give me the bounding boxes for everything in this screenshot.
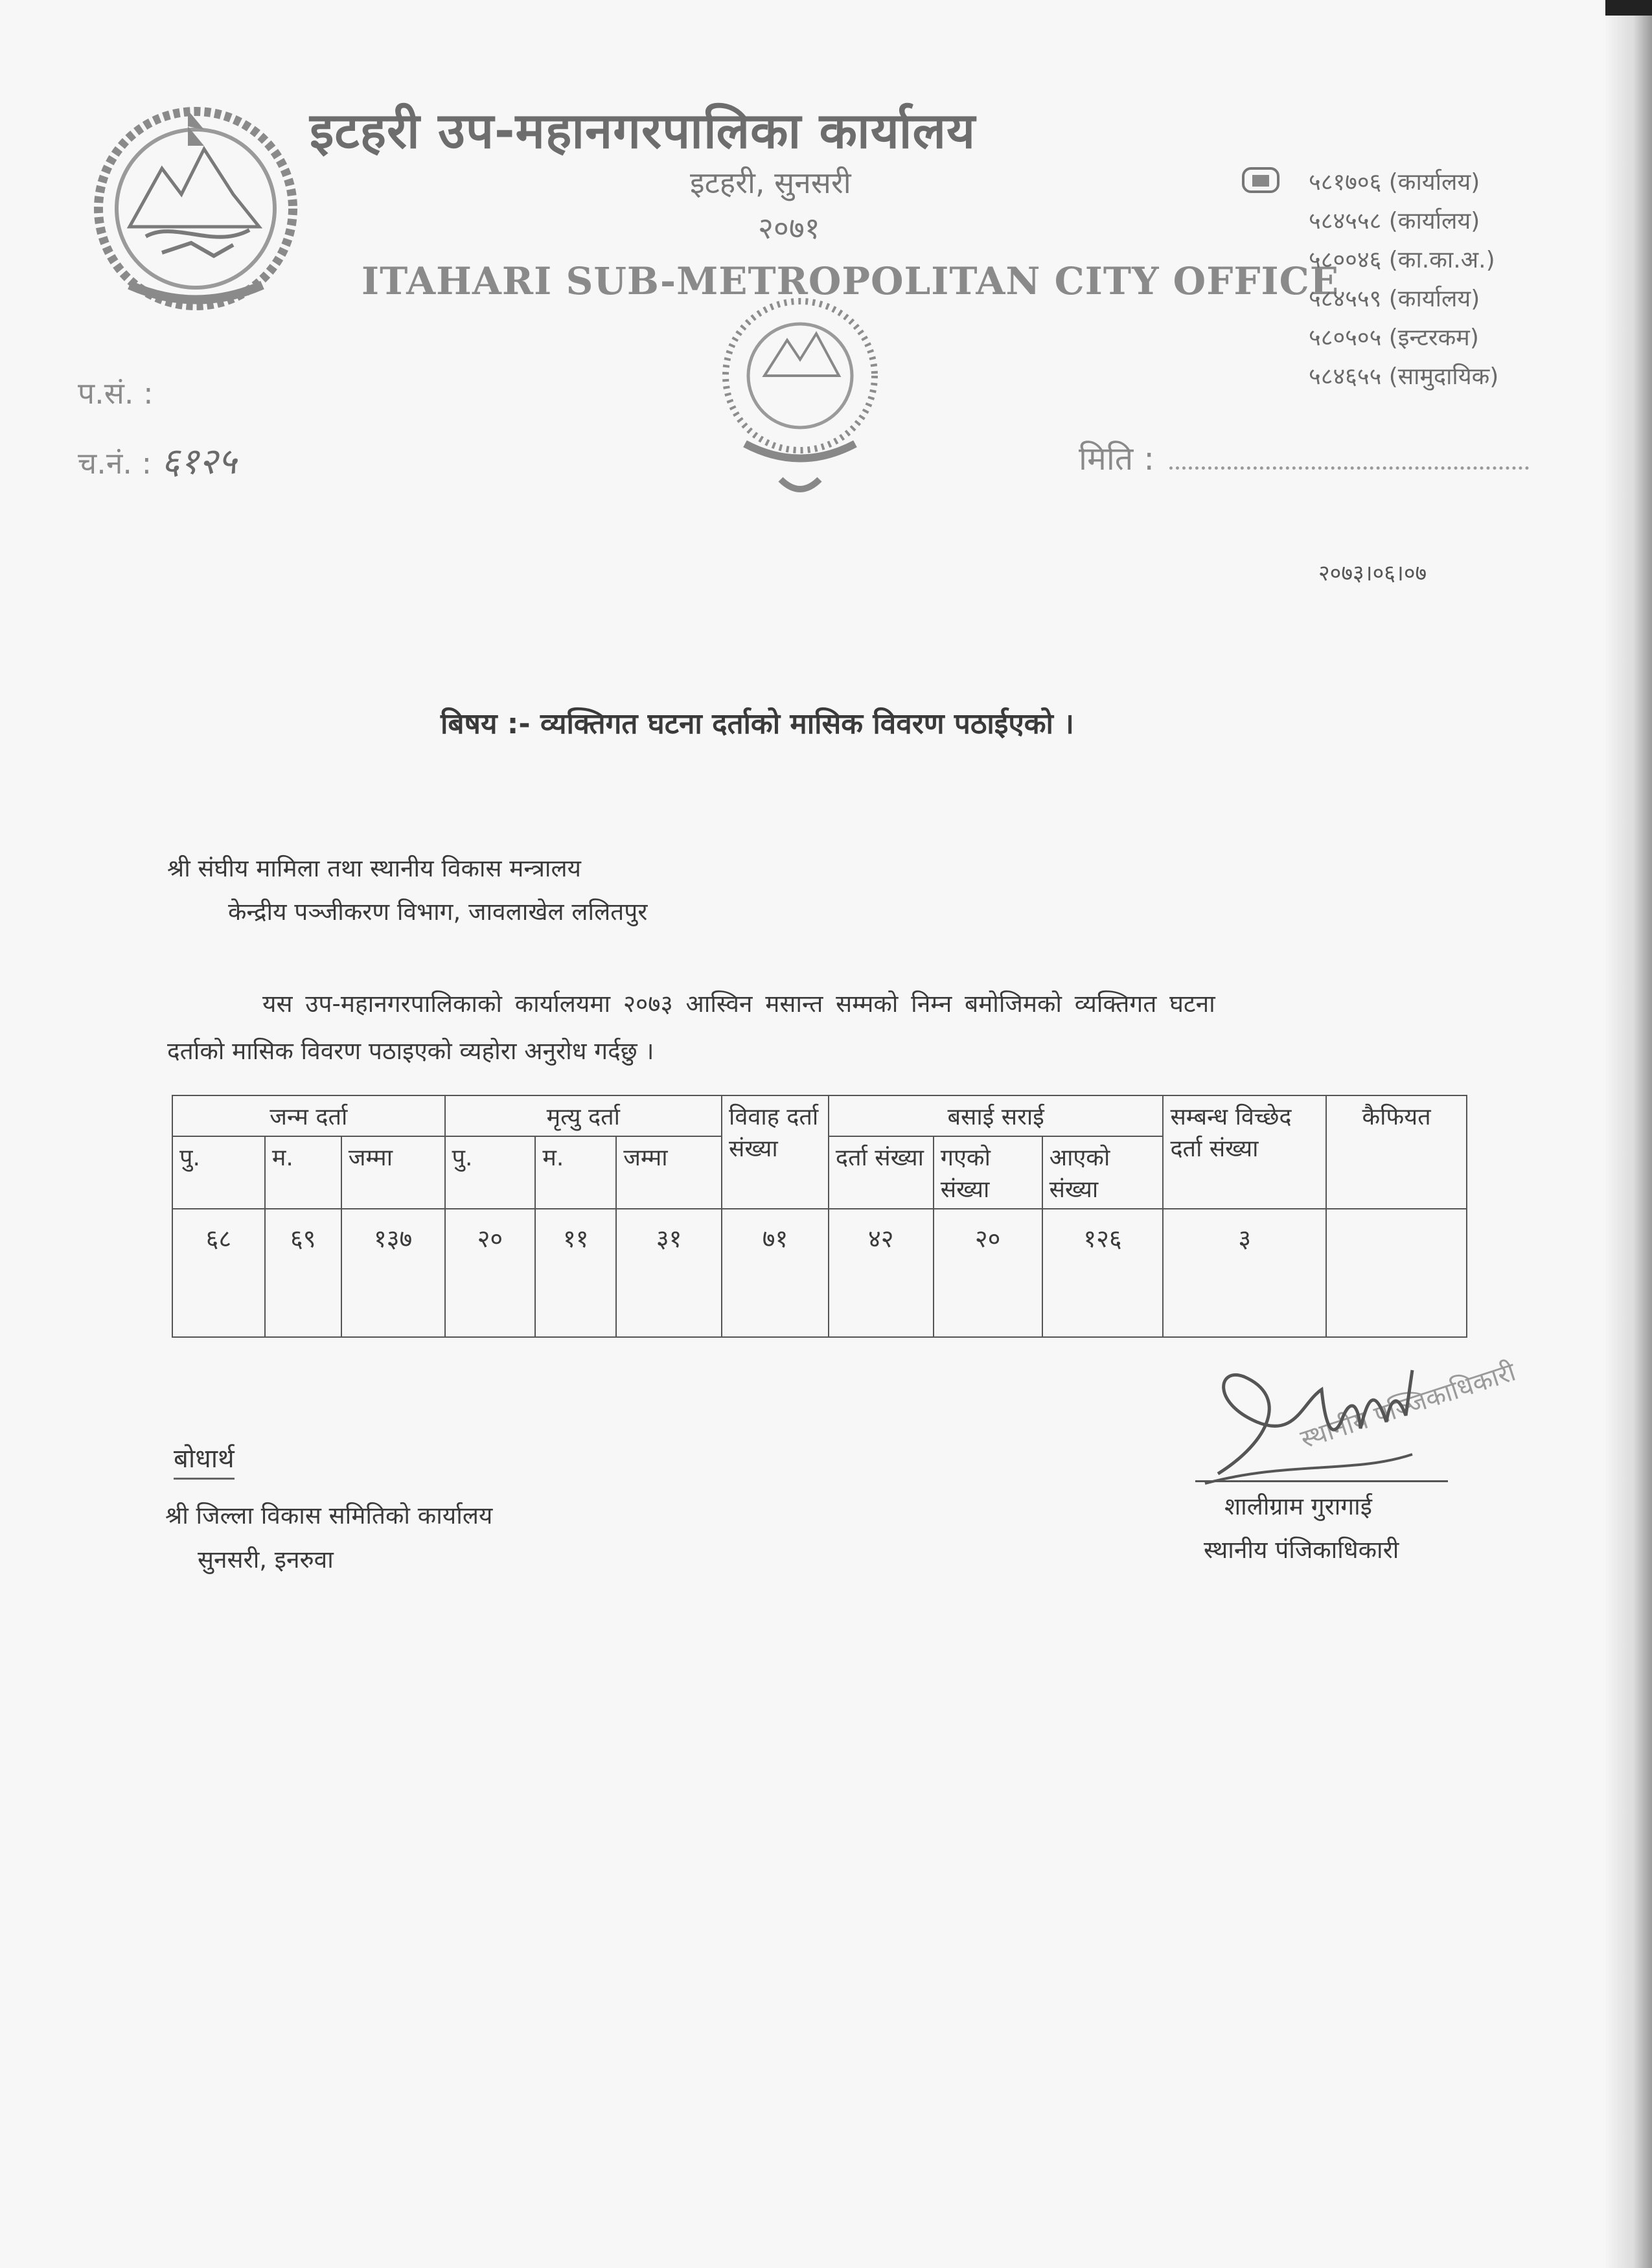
death-male-value: २० <box>445 1209 536 1337</box>
phone-number: ५८१७०६ (कार्यालय) <box>1309 169 1480 196</box>
death-total-value: ३१ <box>616 1209 722 1337</box>
cc-line-1: श्री जिल्ला विकास समितिको कार्यालय <box>165 1502 493 1529</box>
scan-edge <box>1605 0 1652 2268</box>
office-seal-stamp <box>667 279 939 538</box>
vital-events-table <box>172 1095 1467 1338</box>
scan-edge-corner <box>1605 0 1652 16</box>
body-line-1: यस उप-महानगरपालिकाको कार्यालयमा २०७३ आस्विन मसान्त सम्मको निम्न बमोजिमको व्यक्तिगत घटना <box>262 990 1215 1018</box>
migration-header: बसाई सराई <box>829 1095 1164 1136</box>
nepal-emblem-icon <box>84 97 308 321</box>
telephone-icon <box>1241 166 1281 194</box>
office-name-nepali: इटहरी उप-महानगरपालिका कार्यालय <box>310 102 976 159</box>
cc-label: बोधार्थ <box>174 1439 235 1480</box>
established-year: २०७१ <box>758 211 820 246</box>
reference-cn <box>78 435 236 485</box>
phone-number: ५८४५५९ (कार्यालय) <box>1309 286 1480 312</box>
recipient-line-2: केन्द्रीय पञ्जीकरण विभाग, जावलाखेल ललितपुर <box>228 898 648 926</box>
body-line-2: दर्ताको मासिक विवरण पठाइएको व्यहोरा अनुरोध गर्दछु । <box>167 1037 654 1065</box>
signatory-name: शालीग्राम गुरागाई <box>1224 1493 1372 1520</box>
birth-registration-header: जन्म दर्ता <box>172 1095 445 1136</box>
office-address: इटहरी, सुनसरी <box>690 165 851 200</box>
table-row <box>172 1209 1467 1337</box>
cc-line-2: सुनसरी, इनरुवा <box>198 1546 334 1574</box>
letter-subject: बिषय :- व्यक्तिगत घटना दर्ताको मासिक विवरण पठाईएको । <box>441 707 1074 740</box>
phone-number: ५८०५०५ (इन्टरकम) <box>1309 325 1479 351</box>
birth-male-header: पु. <box>172 1136 265 1209</box>
reference-cn-label: च.नं. : <box>78 446 152 481</box>
birth-total-value: १३७ <box>341 1209 445 1337</box>
reference-ps-label: प.सं. : <box>78 376 154 411</box>
miti-label: मिति : <box>1079 440 1155 477</box>
migration-reg-header: दर्ता संख्या <box>829 1136 934 1209</box>
table-header-row <box>172 1095 1467 1136</box>
migration-reg-value: ४२ <box>829 1209 934 1337</box>
migration-left-value: २० <box>934 1209 1042 1337</box>
office-name-english: ITAHARI SUB-METROPOLITAN CITY OFFICE <box>361 259 1340 303</box>
remarks-value <box>1326 1209 1467 1337</box>
death-total-header: जम्मा <box>616 1136 722 1209</box>
phone-number: ५८४५५८ (कार्यालय) <box>1309 208 1480 235</box>
migration-arrived-value: १२६ <box>1042 1209 1164 1337</box>
reference-cn-value: ६१२५ <box>161 441 237 483</box>
signature-line <box>1195 1480 1448 1482</box>
birth-female-value: ६९ <box>265 1209 341 1337</box>
marriage-registration-header: विवाह दर्ता संख्या <box>722 1095 829 1209</box>
death-female-header: म. <box>535 1136 616 1209</box>
death-male-header: पु. <box>445 1136 536 1209</box>
remarks-header: कैफियत <box>1326 1095 1467 1209</box>
miti-dotted-line <box>1169 441 1529 470</box>
registrar-stamp: स्थानीय पञ्जिकाधिकारी <box>1297 1357 1520 1455</box>
phone-numbers <box>1309 163 1498 396</box>
divorce-value: ३ <box>1163 1209 1326 1337</box>
birth-total-header: जम्मा <box>341 1136 445 1209</box>
phone-number: ५८४६५५ (सामुदायिक) <box>1309 363 1499 390</box>
migration-left-header: गएको संख्या <box>934 1136 1042 1209</box>
letter-date: २०७३।०६।०७ <box>1318 560 1427 586</box>
death-registration-header: मृत्यु दर्ता <box>445 1095 722 1136</box>
birth-male-value: ६८ <box>172 1209 265 1337</box>
divorce-registration-header: सम्बन्ध विच्छेद दर्ता संख्या <box>1163 1095 1326 1209</box>
phone-number: ५८००४६ (का.का.अ.) <box>1309 247 1495 273</box>
death-female-value: ११ <box>535 1209 616 1337</box>
migration-arrived-header: आएको संख्या <box>1042 1136 1164 1209</box>
signatory-title: स्थानीय पंजिकाधिकारी <box>1204 1536 1399 1564</box>
marriage-value: ७१ <box>722 1209 829 1337</box>
birth-female-header: म. <box>265 1136 341 1209</box>
signature <box>1192 1344 1555 1500</box>
recipient-line-1: श्री संघीय मामिला तथा स्थानीय विकास मन्त्रालय <box>167 854 581 882</box>
